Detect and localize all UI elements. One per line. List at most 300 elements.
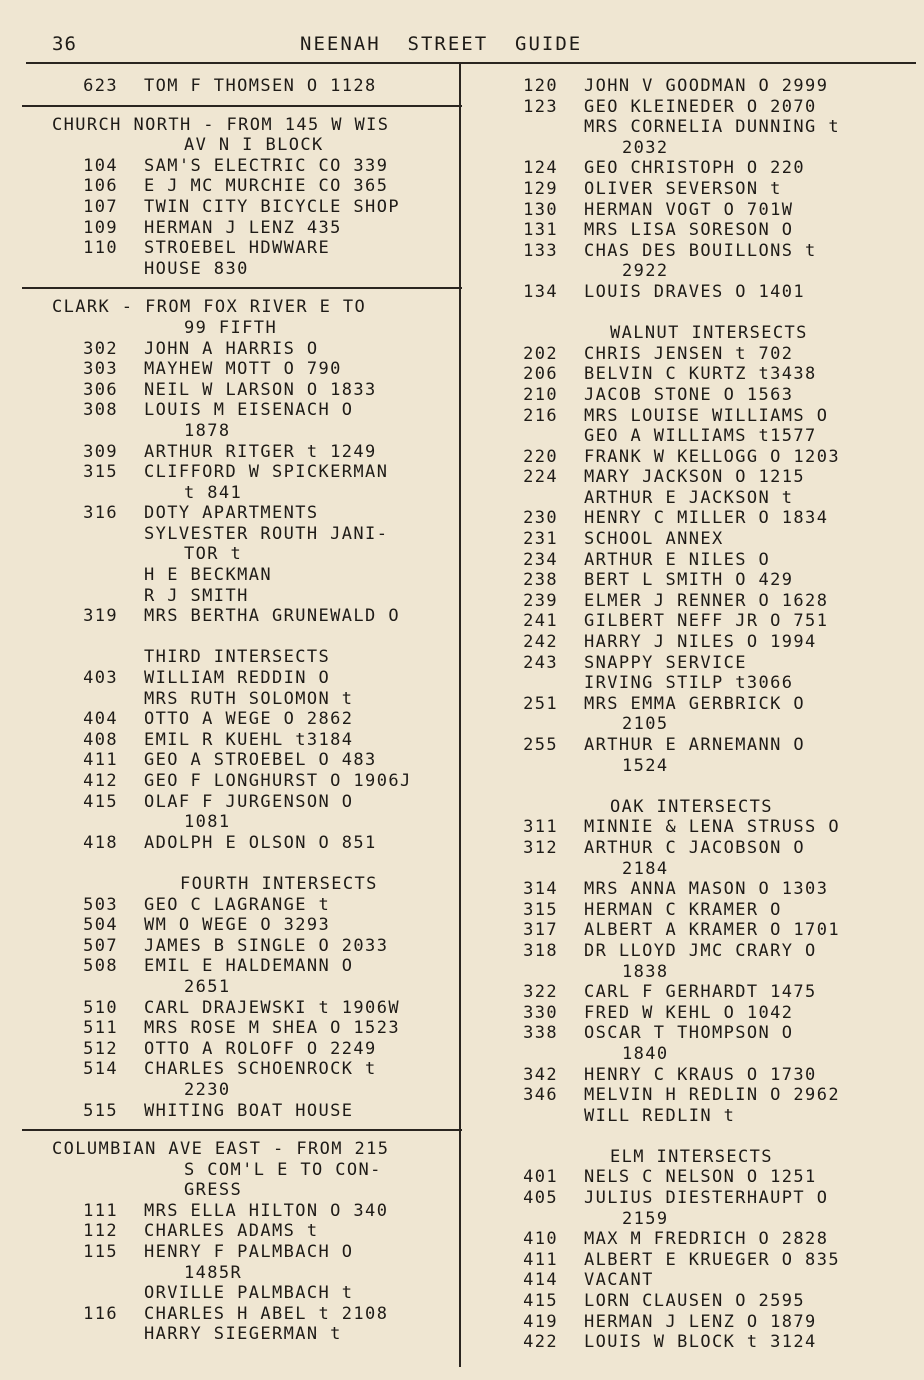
street-heading (22, 1139, 457, 1160)
entry-text: CHARLES ADAMS t (144, 1221, 319, 1242)
house-number: 131 (523, 220, 558, 241)
listing-entry (22, 998, 457, 1019)
entry-text: BERT L SMITH O 429 (584, 570, 794, 591)
listing-entry (510, 200, 910, 221)
entry-text: 99 FIFTH (184, 317, 278, 338)
entry-text: CHARLES H ABEL t 2108 (144, 1303, 389, 1324)
house-number: 404 (83, 709, 118, 730)
listing-entry (22, 238, 457, 259)
listing-entry (510, 220, 910, 241)
listing-entry (22, 1201, 457, 1222)
listing-entry (510, 1188, 910, 1209)
entry-text: CARL DRAJEWSKI t 1906W (144, 997, 400, 1018)
house-number: 330 (523, 1002, 558, 1023)
listing-continuation (22, 1080, 457, 1101)
entry-text: VACANT (584, 1270, 654, 1291)
listing-continuation (22, 421, 457, 442)
listing-entry (22, 689, 457, 710)
entry-text: 1081 (184, 812, 231, 833)
right-column (510, 76, 910, 1353)
listing-entry (510, 673, 910, 694)
listing-entry (22, 956, 457, 977)
listing-entry (22, 176, 457, 197)
house-number: 504 (83, 915, 118, 936)
listing-entry (22, 565, 457, 586)
listing-entry (510, 1291, 910, 1312)
entry-text: BELVIN C KURTZ t3438 (584, 364, 817, 385)
house-number: 234 (523, 549, 558, 570)
listing-entry (22, 380, 457, 401)
listing-continuation (22, 483, 457, 504)
listing-entry (22, 218, 457, 239)
house-number: 129 (523, 178, 558, 199)
blank-line (22, 627, 457, 648)
entry-text: HARRY J NILES O 1994 (584, 632, 817, 653)
listing-entry (22, 792, 457, 813)
listing-entry (22, 833, 457, 854)
listing-entry (22, 76, 457, 97)
listing-entry (22, 197, 457, 218)
listing-entry (510, 1167, 910, 1188)
entry-text: 1485R (184, 1262, 243, 1283)
blank-line (510, 303, 910, 324)
listing-entry (510, 653, 910, 674)
house-number: 514 (83, 1059, 118, 1080)
listing-entry (22, 647, 457, 668)
entry-text: TOR t (184, 544, 243, 565)
entry-text: 2032 (622, 137, 669, 158)
listing-continuation (510, 138, 910, 159)
entry-text: 1840 (622, 1043, 669, 1064)
listing-continuation (510, 1209, 910, 1230)
entry-text: GRESS (184, 1180, 243, 1201)
entry-text: OAK INTERSECTS (610, 796, 773, 817)
house-number: 403 (83, 668, 118, 689)
listing-entry (510, 817, 910, 838)
page-header (0, 30, 924, 60)
entry-text: MAYHEW MOTT O 790 (144, 359, 342, 380)
house-number: 414 (523, 1270, 558, 1291)
house-number: 346 (523, 1085, 558, 1106)
street-heading (22, 297, 457, 318)
house-number: 133 (523, 240, 558, 261)
entry-text: SCHOOL ANNEX (584, 529, 724, 550)
entry-text: 1838 (622, 961, 669, 982)
house-number: 511 (83, 1018, 118, 1039)
listing-continuation (510, 714, 910, 735)
entry-text: MRS ELLA HILTON O 340 (144, 1200, 389, 1221)
section-rule (22, 287, 462, 289)
listing-entry (510, 508, 910, 529)
listing-continuation (22, 977, 457, 998)
entry-text: HERMAN J LENZ 435 (144, 217, 342, 238)
entry-text: EMIL R KUEHL t3184 (144, 729, 354, 750)
house-number: 111 (83, 1200, 118, 1221)
listing-entry (510, 900, 910, 921)
listing-entry (510, 364, 910, 385)
listing-entry (510, 406, 910, 427)
entry-text: 2651 (184, 976, 231, 997)
entry-text: HENRY C MILLER O 1834 (584, 508, 829, 529)
house-number: 231 (523, 529, 558, 550)
entry-text: ALBERT E KRUEGER O 835 (584, 1249, 840, 1270)
entry-text: GEO F LONGHURST O 1906J (144, 771, 412, 791)
entry-text: MRS BERTHA GRUNEWALD O (144, 606, 400, 627)
listing-entry (510, 488, 910, 509)
entry-text: CHRIS JENSEN t 702 (584, 343, 794, 364)
listing-entry (510, 282, 910, 303)
entry-text: STROEBEL HDWWARE (144, 238, 331, 259)
street-heading (22, 115, 457, 136)
house-number: 322 (523, 982, 558, 1003)
entry-text: ARTHUR C JACOBSON O (584, 837, 806, 858)
entry-text: FRED W KEHL O 1042 (584, 1002, 794, 1023)
listing-entry (22, 1221, 457, 1242)
listing-entry (22, 895, 457, 916)
listing-entry (22, 259, 457, 280)
entry-text: LOUIS W BLOCK t 3124 (584, 1332, 817, 1353)
house-number: 255 (523, 735, 558, 755)
listing-entry (510, 632, 910, 653)
entry-text: DR LLOYD JMC CRARY O (584, 940, 817, 961)
entry-text: LOUIS M EISENACH O (144, 400, 354, 421)
entry-text: MINNIE & LENA STRUSS O (584, 817, 840, 838)
entry-text: 2159 (622, 1208, 669, 1229)
listing-entry (510, 426, 910, 447)
entry-text: GEO A STROEBEL O 483 (144, 750, 377, 771)
entry-text: SNAPPY SERVICE (584, 652, 747, 673)
entry-text: MAX M FREDRICH O 2828 (584, 1229, 829, 1250)
house-number: 224 (523, 467, 558, 488)
listing-entry (510, 694, 910, 715)
entry-text: 2105 (622, 714, 669, 735)
column-divider (459, 62, 461, 1367)
listing-continuation (510, 261, 910, 282)
entry-text: 2184 (622, 858, 669, 879)
listing-entry (22, 442, 457, 463)
house-number: 241 (523, 611, 558, 632)
listing-entry (510, 117, 910, 138)
house-number: 512 (83, 1038, 118, 1059)
entry-text: MRS RUTH SOLOMON t (144, 688, 354, 709)
entry-text: MARY JACKSON O 1215 (584, 467, 806, 488)
house-number: 412 (83, 771, 118, 791)
entry-text: ORVILLE PALMBACH t (144, 1283, 354, 1304)
listing-continuation (22, 812, 457, 833)
entry-text: ARTHUR E JACKSON t (584, 487, 794, 508)
entry-text: NEIL W LARSON O 1833 (144, 379, 377, 400)
listing-entry (22, 339, 457, 360)
listing-entry (510, 879, 910, 900)
entry-text: JOHN A HARRIS O (144, 338, 319, 359)
intersection-label (510, 1147, 910, 1168)
entry-text: ELMER J RENNER O 1628 (584, 590, 829, 611)
listing-entry (510, 529, 910, 550)
entry-text: WM O WEGE O 3293 (144, 915, 331, 936)
left-column (22, 76, 457, 1345)
section-rule (22, 1129, 462, 1131)
listing-continuation (22, 544, 457, 565)
listing-entry (510, 1250, 910, 1271)
entry-text: OLIVER SEVERSON t (584, 178, 782, 199)
listing-entry (22, 709, 457, 730)
listing-entry (510, 241, 910, 262)
house-number: 107 (83, 196, 118, 217)
listing-entry (510, 76, 910, 97)
entry-text: LOUIS DRAVES O 1401 (584, 281, 806, 302)
street-heading-continuation (22, 135, 457, 156)
entry-text: OSCAR T THOMPSON O (584, 1023, 794, 1044)
listing-entry (510, 838, 910, 859)
entry-text: GEO C LAGRANGE t (144, 894, 331, 915)
entry-text: SYLVESTER ROUTH JANI- (144, 523, 389, 544)
house-number: 405 (523, 1188, 558, 1209)
entry-text: ALBERT A KRAMER O 1701 (584, 920, 840, 941)
house-number: 319 (83, 606, 118, 627)
listing-entry (510, 179, 910, 200)
entry-text: MRS CORNELIA DUNNING t (584, 117, 840, 138)
house-number: 109 (83, 217, 118, 238)
house-number: 338 (523, 1023, 558, 1044)
listing-entry (22, 586, 457, 607)
listing-entry (510, 920, 910, 941)
listing-entry (510, 1003, 910, 1024)
entry-text: ADOLPH E OLSON O 851 (144, 832, 377, 853)
listing-entry (510, 344, 910, 365)
intersection-label (22, 874, 457, 895)
house-number: 130 (523, 199, 558, 220)
entry-text: CHURCH NORTH - FROM 145 W WIS (52, 114, 390, 135)
house-number: 318 (523, 940, 558, 961)
house-number: 415 (83, 791, 118, 812)
entry-text: LORN CLAUSEN O 2595 (584, 1291, 806, 1312)
entry-text: FRANK W KELLOGG O 1203 (584, 446, 840, 467)
entry-text: E J MC MURCHIE CO 365 (144, 176, 389, 197)
entry-text: 2922 (622, 261, 669, 282)
listing-entry (22, 668, 457, 689)
listing-entry (22, 936, 457, 957)
entry-text: JACOB STONE O 1563 (584, 384, 794, 405)
street-heading-continuation (22, 318, 457, 339)
listing-entry (22, 750, 457, 771)
house-number: 238 (523, 570, 558, 591)
listing-entry (510, 591, 910, 612)
house-number: 315 (523, 899, 558, 920)
listing-entry (510, 1332, 910, 1353)
listing-continuation (510, 962, 910, 983)
house-number: 317 (523, 920, 558, 941)
entry-text: HENRY F PALMBACH O (144, 1242, 354, 1263)
listing-entry (510, 1106, 910, 1127)
listing-entry (22, 915, 457, 936)
listing-entry (510, 97, 910, 118)
entry-text: CARL F GERHARDT 1475 (584, 982, 817, 1003)
listing-continuation (510, 859, 910, 880)
listing-entry (510, 158, 910, 179)
house-number: 110 (83, 238, 118, 259)
entry-text: HOUSE 830 (144, 258, 249, 279)
listing-entry (510, 570, 910, 591)
house-number: 243 (523, 652, 558, 673)
listing-entry (510, 1229, 910, 1250)
listing-entry (22, 1101, 457, 1122)
entry-text: CHAS DES BOUILLONS t (584, 240, 817, 261)
entry-text: MRS ANNA MASON O 1303 (584, 879, 829, 900)
house-number: 230 (523, 508, 558, 529)
listing-continuation (510, 756, 910, 777)
listing-continuation (510, 1044, 910, 1065)
section-rule (22, 105, 462, 107)
house-number: 206 (523, 364, 558, 385)
entry-text: WILL REDLIN t (584, 1105, 736, 1126)
house-number: 415 (523, 1291, 558, 1312)
house-number: 314 (523, 879, 558, 900)
listing-entry (22, 771, 457, 792)
listing-entry (22, 1242, 457, 1263)
entry-text: H E BECKMAN (144, 565, 272, 586)
listing-entry (22, 1283, 457, 1304)
entry-text: CLIFFORD W SPICKERMAN (144, 462, 389, 483)
house-number: 410 (523, 1229, 558, 1250)
entry-text: OTTO A ROLOFF O 2249 (144, 1038, 377, 1059)
house-number: 123 (523, 96, 558, 117)
house-number: 418 (83, 832, 118, 853)
house-number: 303 (83, 359, 118, 380)
house-number: 411 (523, 1249, 558, 1270)
listing-entry (22, 1304, 457, 1325)
entry-text: THIRD INTERSECTS (144, 647, 331, 668)
listing-entry (510, 1312, 910, 1333)
entry-text: GEO KLEINEDER O 2070 (584, 96, 817, 117)
house-number: 401 (523, 1167, 558, 1188)
listing-entry (22, 1059, 457, 1080)
entry-text: GEO A WILLIAMS t1577 (584, 426, 817, 447)
entry-text: SAM'S ELECTRIC CO 339 (144, 155, 389, 176)
entry-text: MRS LISA SORESON O (584, 220, 794, 241)
entry-text: IRVING STILP t3066 (584, 673, 794, 694)
entry-text: MELVIN H REDLIN O 2962 (584, 1085, 840, 1106)
listing-entry (22, 1324, 457, 1345)
entry-text: HERMAN C KRAMER O (584, 899, 782, 920)
entry-text: GILBERT NEFF JR O 751 (584, 611, 829, 632)
blank-line (510, 1126, 910, 1147)
listing-entry (510, 385, 910, 406)
house-number: 112 (83, 1221, 118, 1242)
house-number: 124 (523, 158, 558, 179)
house-number: 216 (523, 405, 558, 426)
house-number: 242 (523, 632, 558, 653)
entry-text: HARRY SIEGERMAN t (144, 1324, 342, 1345)
house-number: 503 (83, 894, 118, 915)
house-number: 308 (83, 400, 118, 421)
entry-text: OLAF F JURGENSON O (144, 791, 354, 812)
entry-text: HERMAN VOGT O 701W (584, 199, 794, 220)
entry-text: ELM INTERSECTS (610, 1146, 773, 1167)
street-heading-continuation (22, 1180, 457, 1201)
header-rule (26, 62, 916, 64)
house-number: 104 (83, 155, 118, 176)
street-heading-continuation (22, 1160, 457, 1181)
entry-text: t 841 (184, 482, 243, 503)
listing-entry (510, 467, 910, 488)
page-number: 36 (52, 33, 77, 55)
listing-entry (22, 400, 457, 421)
listing-entry (22, 503, 457, 524)
listing-entry (22, 359, 457, 380)
house-number: 106 (83, 176, 118, 197)
house-number: 116 (83, 1303, 118, 1324)
entry-text: 2230 (184, 1079, 231, 1100)
entry-text: ARTHUR E ARNEMANN O (584, 735, 806, 755)
entry-text: S COM'L E TO CON- (184, 1159, 382, 1180)
listing-entry (510, 550, 910, 571)
entry-text: AV N I BLOCK (184, 135, 324, 156)
house-number: 210 (523, 384, 558, 405)
intersection-label (510, 797, 910, 818)
listing-entry (510, 941, 910, 962)
house-number: 408 (83, 729, 118, 750)
house-number: 251 (523, 693, 558, 714)
entry-text: MRS EMMA GERBRICK O (584, 693, 806, 714)
house-number: 311 (523, 817, 558, 838)
page-title: NEENAH STREET GUIDE (300, 33, 583, 55)
listing-entry (510, 982, 910, 1003)
entry-text: 1524 (622, 755, 669, 776)
intersection-label (510, 323, 910, 344)
house-number: 422 (523, 1332, 558, 1353)
entry-text: EMIL E HALDEMANN O (144, 956, 354, 977)
house-number: 507 (83, 935, 118, 956)
house-number: 316 (83, 503, 118, 524)
entry-text: R J SMITH (144, 585, 249, 606)
house-number: 239 (523, 590, 558, 611)
entry-text: 1878 (184, 420, 231, 441)
listing-entry (510, 735, 910, 756)
entry-text: JULIUS DIESTERHAUPT O (584, 1188, 829, 1209)
entry-text: JAMES B SINGLE O 2033 (144, 935, 389, 956)
entry-text: WHITING BOAT HOUSE (144, 1100, 354, 1121)
house-number: 120 (523, 76, 558, 96)
house-number: 309 (83, 441, 118, 462)
entry-text: JOHN V GOODMAN O 2999 (584, 76, 829, 96)
blank-line (22, 853, 457, 874)
listing-entry (510, 1065, 910, 1086)
entry-text: ARTHUR E NILES O (584, 549, 771, 570)
house-number: 115 (83, 1242, 118, 1263)
entry-text: COLUMBIAN AVE EAST - FROM 215 (52, 1139, 390, 1160)
blank-line (510, 776, 910, 797)
house-number: 220 (523, 446, 558, 467)
entry-text: WILLIAM REDDIN O (144, 668, 331, 689)
listing-entry (22, 524, 457, 545)
entry-text: CHARLES SCHOENROCK t (144, 1059, 377, 1080)
house-number: 302 (83, 338, 118, 359)
entry-text: HERMAN J LENZ O 1879 (584, 1311, 817, 1332)
listing-entry (510, 611, 910, 632)
listing-entry (510, 1085, 910, 1106)
listing-entry (510, 1270, 910, 1291)
entry-text: MRS ROSE M SHEA O 1523 (144, 1018, 400, 1039)
listing-entry (510, 1023, 910, 1044)
entry-text: CLARK - FROM FOX RIVER E TO (52, 297, 367, 318)
house-number: 510 (83, 997, 118, 1018)
listing-entry (22, 1039, 457, 1060)
entry-text: FOURTH INTERSECTS (180, 873, 378, 894)
entry-text: NELS C NELSON O 1251 (584, 1167, 817, 1188)
listing-entry (22, 606, 457, 627)
listing-entry (22, 1018, 457, 1039)
house-number: 508 (83, 956, 118, 977)
